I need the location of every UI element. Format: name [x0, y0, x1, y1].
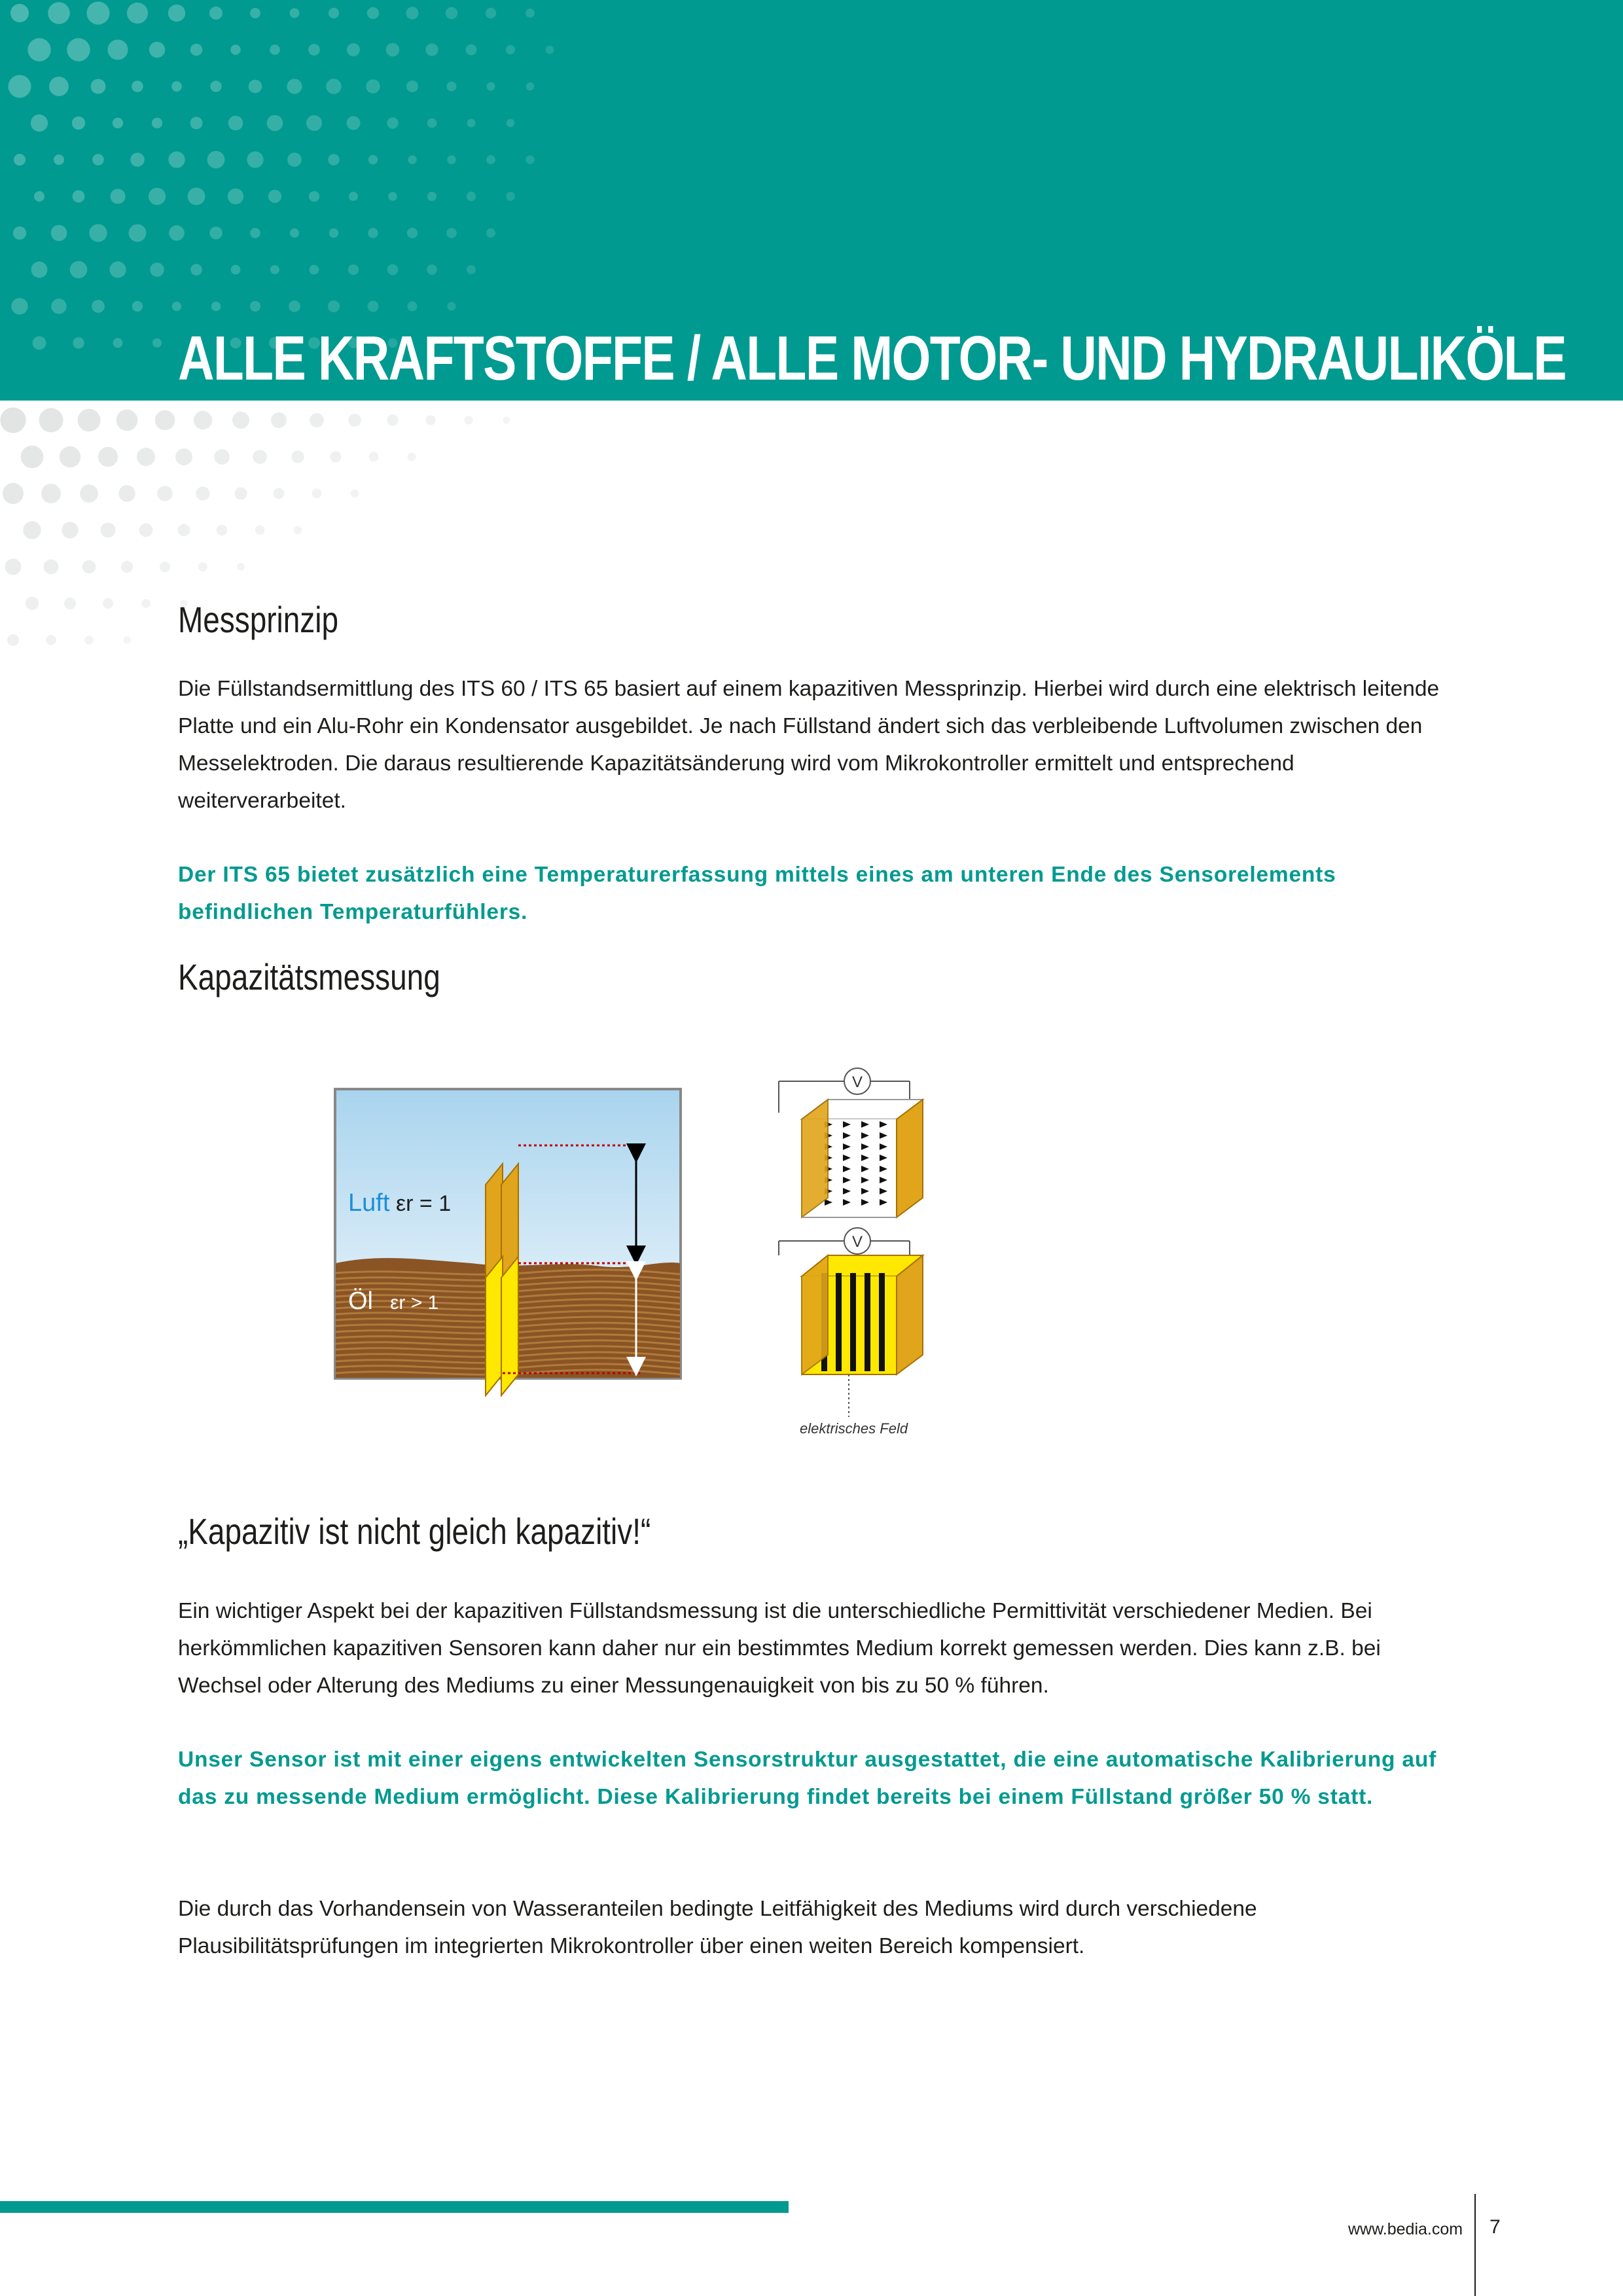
decorative-dot	[157, 486, 172, 501]
field-line	[879, 1273, 885, 1371]
decorative-dot	[41, 484, 61, 503]
decorative-dot	[289, 300, 300, 312]
decorative-dot	[271, 412, 287, 428]
decorative-dot	[62, 522, 78, 538]
decorative-dot	[132, 81, 143, 92]
kapazitiv-highlight: Unser Sensor ist mit einer eigens entwickelten Sensorstruktur ausgestattet, die eine automatische Kalibrierung auf das zu messende Medium ermöglicht. Diese Kalibrierung findet bereits bei einem Füllstand größer 50 % statt.	[178, 1748, 1437, 1809]
decorative-dot	[306, 115, 322, 131]
decorative-dot	[107, 39, 128, 60]
decorative-dot	[44, 560, 59, 575]
air-epsilon-label: εr = 1	[396, 1191, 452, 1216]
decorative-dot	[447, 155, 456, 164]
decorative-dot	[49, 77, 69, 96]
decorative-dot	[270, 265, 279, 274]
decorative-dot	[407, 301, 417, 311]
decorative-dot	[98, 447, 118, 467]
decorative-dot	[486, 155, 495, 164]
decorative-dot	[129, 224, 147, 242]
decorative-dot	[546, 46, 554, 54]
decorative-dot	[132, 301, 143, 312]
decorative-dot	[51, 298, 66, 314]
decorative-dot	[91, 79, 106, 94]
decorative-dot	[408, 155, 416, 164]
decorative-dot	[9, 75, 31, 98]
decorative-dot	[113, 118, 123, 128]
footer-accent-bar	[0, 2201, 789, 2213]
decorative-dot	[72, 117, 85, 130]
decorative-dot	[160, 562, 170, 572]
decorative-dot	[26, 597, 39, 610]
footer-url: www.bedia.com	[1348, 2220, 1463, 2238]
decorative-dot	[14, 154, 26, 166]
decorative-dot	[155, 410, 175, 431]
decorative-dot	[172, 302, 181, 311]
electrode-oil-section-back	[486, 1257, 503, 1395]
decorative-dot	[228, 116, 243, 131]
decorative-dot	[447, 302, 455, 310]
capacitor-oil-diagram	[779, 1228, 923, 1437]
decorative-dot	[168, 151, 185, 168]
decorative-dot	[328, 300, 340, 312]
decorative-dot	[427, 264, 437, 275]
decorative-dot	[168, 5, 185, 22]
voltmeter-label: V	[851, 1233, 863, 1251]
decorative-dot	[11, 298, 27, 314]
decorative-dot	[31, 115, 48, 132]
decorative-dot	[211, 302, 221, 312]
decorative-dot	[250, 301, 260, 312]
decorative-dot	[427, 118, 437, 128]
decorative-dot	[309, 191, 319, 202]
decorative-dot	[171, 81, 182, 92]
decorative-dot	[425, 43, 438, 56]
decorative-dot	[237, 563, 245, 571]
decorative-dot	[169, 225, 185, 241]
oil-epsilon-label: εr > 1	[390, 1292, 439, 1314]
decorative-dot	[149, 42, 165, 58]
section-heading-messprinzip: Messprinzip	[178, 599, 338, 640]
decorative-dot	[366, 79, 380, 93]
decorative-dot	[23, 521, 41, 539]
decorative-dot	[234, 487, 247, 499]
decorative-dot	[3, 483, 24, 504]
decorative-dot	[367, 7, 379, 19]
decorative-dot	[196, 486, 209, 500]
decorative-dot	[46, 635, 56, 645]
decorative-dot	[217, 525, 228, 536]
decorative-dot	[116, 410, 138, 431]
decorative-dot	[291, 450, 304, 463]
field-caption: elektrisches Feld	[800, 1420, 908, 1437]
decorative-dot	[386, 43, 400, 57]
decorative-dot	[86, 1, 109, 24]
decorative-dot	[406, 81, 418, 92]
decorative-dot	[407, 228, 418, 238]
decorative-dot	[274, 488, 285, 499]
section-heading-kapazitaetsmessung: Kapazitätsmessung	[178, 956, 440, 997]
decorative-dot	[92, 154, 104, 166]
decorative-dot	[486, 8, 496, 18]
page-number: 7	[1489, 2216, 1501, 2238]
decorative-dot	[231, 265, 241, 275]
decorative-dot	[51, 225, 67, 242]
decorative-dot	[467, 192, 476, 201]
decorative-dot	[329, 8, 339, 18]
decorative-dot	[526, 155, 534, 164]
decorative-dot	[232, 412, 249, 429]
messprinzip-highlight: Der ITS 65 bietet zusätzlich eine Temperaturerfassung mittels eines am unteren Ende des Sensorelements befindlichen Temperaturfühlers.	[178, 863, 1336, 924]
decorative-dot	[175, 448, 192, 465]
decorative-dot	[255, 526, 264, 535]
header-band	[0, 0, 1623, 401]
decorative-dot	[503, 417, 510, 424]
decorative-dot	[34, 191, 45, 202]
decorative-dot	[31, 262, 48, 278]
decorative-dot	[141, 599, 151, 608]
decorative-dot	[210, 81, 221, 92]
decorative-dot	[0, 407, 26, 433]
decorative-dot	[467, 265, 476, 274]
decorative-dot	[70, 261, 88, 279]
decorative-dot	[109, 261, 126, 278]
decorative-dot	[249, 80, 262, 94]
decorative-dot	[150, 262, 164, 277]
decorative-dot	[190, 117, 202, 129]
decorative-dot	[149, 188, 166, 205]
air-label: Luft	[348, 1189, 390, 1217]
decorative-dot	[387, 414, 398, 425]
decorative-dot	[82, 560, 96, 574]
decorative-dot	[110, 188, 125, 204]
decorative-dot	[207, 151, 225, 169]
decorative-dot	[464, 416, 473, 424]
decorative-dot	[348, 414, 361, 427]
decorative-dot	[310, 265, 319, 275]
decorative-dot	[209, 7, 223, 20]
decorative-dot	[113, 338, 123, 348]
decorative-dot	[103, 598, 113, 609]
decorative-dot	[349, 192, 358, 201]
decorative-dot	[121, 561, 133, 573]
decorative-dot	[326, 79, 341, 94]
decorative-dot	[194, 411, 212, 429]
decorative-dot	[367, 300, 378, 312]
decorative-dot	[507, 119, 515, 128]
decorative-dot	[446, 81, 456, 91]
capacitance-diagram	[327, 1047, 982, 1453]
oil-label: Öl	[348, 1287, 373, 1315]
decorative-dot	[290, 228, 299, 238]
decorative-dot	[73, 190, 85, 203]
decorative-dot	[287, 79, 302, 94]
decorative-dot	[228, 188, 243, 204]
decorative-dot	[308, 44, 320, 56]
decorative-dot	[123, 636, 130, 643]
decorative-dot	[39, 408, 63, 432]
tank-diagram	[335, 1089, 681, 1395]
decorative-dot	[253, 450, 267, 464]
decorative-dot	[466, 45, 477, 56]
decorative-dot	[329, 228, 338, 238]
decorative-dot	[67, 38, 90, 62]
decorative-dot	[247, 151, 263, 168]
decorative-dot	[230, 45, 240, 54]
footer-divider	[1474, 2194, 1476, 2296]
kapazitiv-paragraph-1: Ein wichtiger Aspekt bei der kapazitiven Füllstandsmessung ist die unterschiedliche Permittivität verschiedener Medien. Bei herkömmlichen kapazitiven Sensoren kann daher nur ein bestimmtes Medium korrekt gemessen werden. Dies kann z.B. bei Wechsel oder Alterung des Mediums zu einer Messungenauigkeit von bis zu 50 % führen.	[178, 1599, 1381, 1698]
decorative-dot	[188, 188, 205, 206]
electrode-oil-section-front	[501, 1257, 518, 1395]
decorative-dot	[387, 117, 398, 128]
messprinzip-paragraph: Die Füllstandsermittlung des ITS 60 / ITS 65 basiert auf einem kapazitiven Messprinzip. Hierbei wird durch eine elektrisch leitende Platte und ein Alu-Rohr ein Kondensator ausgebildet. Je nach Füllstand ändert sich das verbleibende Luftvolumen zwischen den Messelektroden. Die daraus resultierende Kapazitätsänderung wird vom Mikrokontroller ermittelt und entsprechend weiterverarbeitet.	[178, 677, 1440, 813]
capacitor-plate-right	[897, 1255, 923, 1374]
decorative-dot	[54, 154, 64, 165]
decorative-dot	[92, 300, 105, 313]
decorative-dot	[408, 453, 416, 461]
decorative-dot	[427, 192, 437, 201]
decorative-dot	[214, 449, 230, 465]
decorative-dot	[486, 82, 495, 90]
decorative-dot	[152, 338, 162, 348]
decorative-dot	[152, 118, 162, 128]
decorative-dot	[425, 415, 435, 425]
decorative-dot	[287, 152, 302, 167]
decorative-dot	[198, 562, 207, 571]
decorative-dot	[137, 448, 155, 466]
field-line	[865, 1273, 870, 1371]
decorative-dot	[118, 485, 135, 502]
kapazitiv-paragraph-2: Die durch das Vorhandensein von Wasseranteilen bedingte Leitfähigkeit des Mediums wird durch verschiedene Plausibilitätsprüfungen im integrierten Mikrokontroller über einen weiten Bereich kompensiert.	[178, 1897, 1257, 1958]
decorative-dot	[80, 484, 98, 503]
decorative-dot	[5, 559, 22, 575]
decorative-dot	[250, 8, 260, 18]
decorative-dot	[312, 489, 322, 499]
section-heading-kapazitiv: „Kapazitiv ist nicht gleich kapazitiv!“	[178, 1511, 651, 1552]
decorative-dot	[127, 3, 148, 24]
field-line	[836, 1273, 842, 1371]
decorative-dot	[369, 452, 379, 462]
decorative-dot	[506, 45, 515, 54]
decorative-dot	[526, 9, 535, 18]
voltmeter-label: V	[851, 1073, 863, 1091]
capacitor-plate-left	[802, 1255, 828, 1374]
page-title: ALLE KRAFTSTOFFE / ALLE MOTOR- UND HYDRAULIKÖLE	[178, 323, 1566, 393]
decorative-dot	[328, 154, 340, 166]
decorative-dot	[406, 7, 418, 19]
decorative-dot	[64, 598, 76, 609]
decorative-dot	[21, 446, 44, 469]
decorative-dot	[10, 4, 29, 22]
decorative-dot	[48, 2, 70, 24]
decorative-dot	[27, 38, 50, 61]
decorative-dot	[446, 7, 457, 19]
decorative-dot	[346, 116, 360, 130]
decorative-dot	[348, 264, 359, 275]
decorative-dot	[268, 190, 281, 203]
decorative-dot	[270, 45, 280, 55]
decorative-dot	[100, 522, 115, 537]
decorative-dot	[388, 192, 397, 201]
decorative-dot	[368, 228, 378, 238]
decorative-dot	[467, 118, 475, 127]
decorative-dot	[267, 115, 283, 132]
decorative-dot	[209, 226, 222, 239]
decorative-dot	[190, 264, 202, 276]
decorative-dot	[387, 264, 399, 276]
decorative-dot	[250, 228, 260, 238]
decorative-dot	[7, 634, 19, 646]
decorative-dot	[446, 228, 457, 238]
capacitor-plate-right	[897, 1100, 923, 1217]
decorative-dot	[506, 192, 515, 201]
decorative-dot	[290, 9, 300, 18]
decorative-dot	[89, 224, 107, 242]
decorative-dot	[310, 413, 324, 427]
decorative-dot	[13, 226, 26, 240]
decorative-dot	[368, 155, 378, 165]
decorative-dot	[73, 337, 84, 349]
decorative-dot	[294, 526, 302, 534]
decorative-dot	[78, 409, 101, 432]
capacitor-air-diagram	[779, 1068, 923, 1217]
decorative-dot	[526, 82, 534, 90]
decorative-dot	[139, 524, 153, 537]
decorative-dot	[330, 451, 341, 462]
decorative-dot	[178, 524, 190, 537]
decorative-dot	[60, 446, 80, 467]
decorative-dot	[130, 152, 144, 166]
decorative-dot	[190, 44, 203, 56]
decorative-dot	[84, 636, 93, 644]
decorative-dot	[33, 336, 46, 350]
decorative-dot	[347, 43, 360, 56]
capacitor-plate-left	[802, 1100, 828, 1217]
decorative-dot	[486, 228, 495, 238]
field-line	[850, 1273, 856, 1371]
decorative-dot	[351, 490, 359, 498]
